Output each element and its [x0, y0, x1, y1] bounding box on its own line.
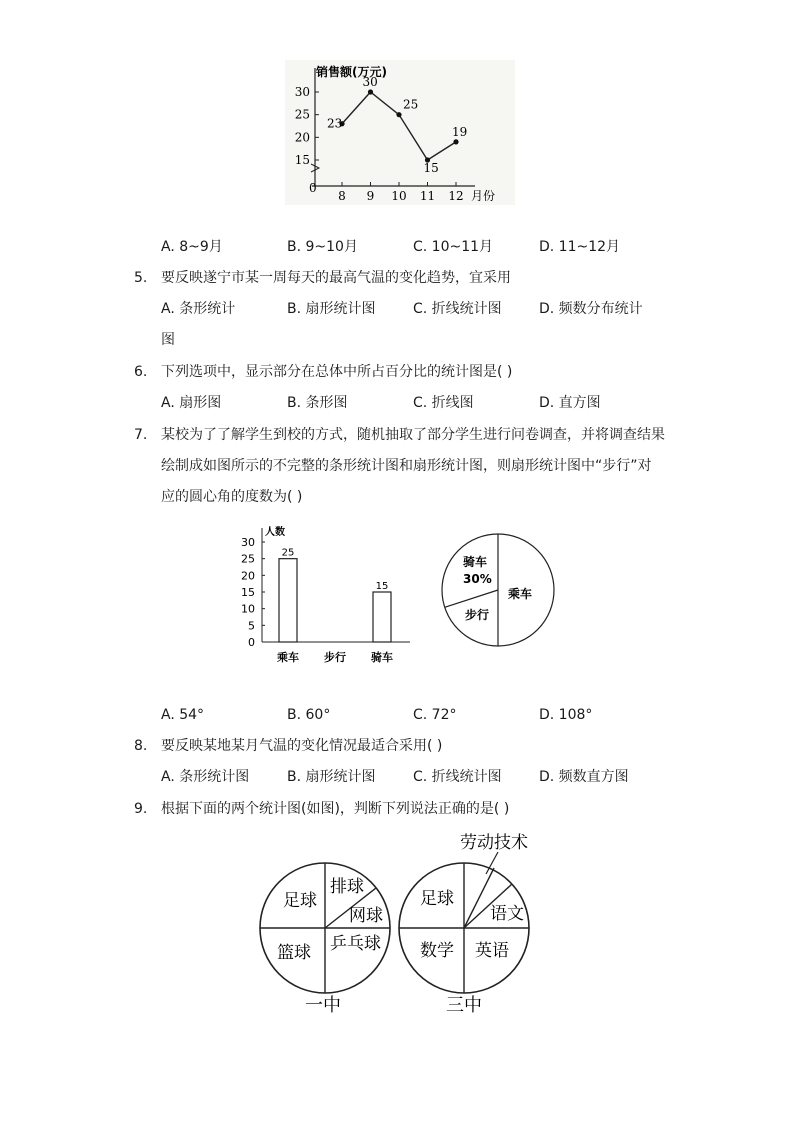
sales-data-label: 30	[362, 75, 378, 89]
q4-option-b[interactable]: B. 9~10月	[287, 239, 358, 255]
q8-option-c[interactable]: C. 折线统计图	[413, 769, 502, 785]
pie2-label-english: 英语	[475, 941, 509, 961]
bar-y-tick-label: 15	[241, 586, 255, 599]
q5-option-c[interactable]: C. 折线统计图	[413, 301, 502, 317]
q6-number: 6.	[134, 364, 148, 380]
school-subject-pies	[250, 828, 550, 1023]
q4-option-d[interactable]: D. 11~12月	[539, 239, 621, 255]
sales-data-label: 25	[403, 97, 419, 112]
sales-data-point	[396, 112, 401, 117]
bar-value-label: 25	[281, 547, 295, 559]
sales-data-label: 23	[327, 116, 343, 131]
pie2-caption: 三中	[446, 995, 482, 1016]
q8-option-a[interactable]: A. 条形统计图	[161, 769, 250, 785]
bar-mark	[279, 559, 297, 642]
pie2-label-football: 足球	[420, 889, 454, 909]
x-tick-label: 8	[338, 189, 346, 203]
q4-option-a[interactable]: A. 8~9月	[161, 239, 223, 255]
x-tick-label: 10	[391, 189, 407, 203]
q7-option-c[interactable]: C. 72°	[413, 707, 457, 723]
x-axis-title: 月份	[471, 189, 496, 203]
x-tick-label: 12	[448, 189, 464, 203]
bar-y-tick-label: 25	[241, 552, 255, 566]
pie2-callout-label: 劳动技术	[460, 833, 528, 853]
bar-y-tick-label: 20	[241, 569, 255, 583]
bar-category-label: 骑车	[371, 651, 393, 664]
transport-bar-chart	[232, 522, 417, 672]
bar-value-label: 15	[375, 581, 389, 592]
q8-number: 8.	[134, 738, 148, 754]
q6-option-b[interactable]: B. 条形图	[287, 395, 348, 411]
pie1-label-volleyball: 排球	[330, 877, 364, 897]
x-tick-label: 11	[419, 189, 436, 203]
q7-stem-line-3: 应的圆心角的度数为( )	[161, 489, 303, 505]
y-axis-title: 销售额(万元)	[316, 65, 387, 79]
sales-data-label: 15	[423, 161, 439, 175]
pie-label-riding: 骑车	[463, 555, 488, 569]
q4-option-c[interactable]: C. 10~11月	[413, 239, 494, 255]
q7-option-b[interactable]: B. 60°	[287, 707, 331, 723]
q9-stem: 根据下面的两个统计图(如图)，判断下列说法正确的是( )	[161, 801, 510, 817]
q5-option-d[interactable]: D. 频数分布统计	[539, 301, 643, 317]
pie-school-1	[260, 863, 390, 1016]
pie2-label-chinese: 语文	[490, 904, 524, 924]
sales-line-chart	[285, 60, 515, 205]
bar-y-tick-label: 30	[241, 536, 255, 549]
y-tick-label: 30	[294, 85, 310, 99]
q9-number: 9.	[134, 801, 148, 817]
pie-school-3	[399, 833, 529, 1016]
bar-category-label: 乘车	[277, 651, 299, 664]
q6-option-c[interactable]: C. 折线图	[413, 395, 474, 411]
bar-y-tick-label: 0	[248, 636, 255, 649]
pie2-label-math: 数学	[420, 941, 454, 961]
x-tick-label: 9	[366, 189, 375, 203]
q6-option-d[interactable]: D. 直方图	[539, 395, 601, 411]
y-tick-label: 20	[294, 130, 310, 145]
sales-data-point	[453, 139, 458, 144]
bar-y-tick-label: 10	[241, 602, 255, 616]
q7-number: 7.	[134, 427, 148, 443]
bar-y-axis-title: 人数	[265, 527, 285, 538]
q5-number: 5.	[134, 270, 148, 286]
pie1-label-basketball: 篮球	[277, 943, 311, 963]
y-tick-label: 25	[294, 107, 310, 122]
pie1-label-football: 足球	[283, 891, 317, 911]
pie-label-bus: 乘车	[508, 587, 533, 601]
q8-option-d[interactable]: D. 频数直方图	[539, 769, 629, 785]
bar-mark	[373, 592, 391, 642]
q8-stem: 要反映某地某月气温的变化情况最适合采用( )	[161, 738, 443, 754]
q6-option-a[interactable]: A. 扇形图	[161, 395, 222, 411]
pie-percent-riding: 30%	[463, 572, 492, 586]
q7-option-d[interactable]: D. 108°	[539, 707, 593, 723]
pie-label-walking: 步行	[465, 608, 490, 622]
q5-option-b[interactable]: B. 扇形统计图	[287, 301, 376, 317]
transport-pie-chart	[438, 530, 558, 650]
q5-stem: 要反映遂宁市某一周每天的最高气温的变化趋势，宜采用	[161, 270, 511, 286]
sales-data-point	[368, 89, 373, 94]
q7-stem-line-1: 某校为了了解学生到校的方式，随机抽取了部分学生进行问卷调查，并将调查结果	[161, 427, 665, 443]
pie1-label-tennis: 网球	[349, 906, 383, 926]
q5-option-wrap: 图	[161, 332, 175, 348]
y-tick-label: 15	[294, 153, 310, 167]
sales-data-label: 19	[452, 124, 468, 139]
bar-y-tick-label: 5	[248, 619, 255, 633]
q6-stem: 下列选项中，显示部分在总体中所占百分比的统计图是( )	[161, 364, 513, 380]
origin-label: 0	[309, 181, 317, 195]
pie1-caption: 一中	[305, 995, 341, 1016]
bar-category-label: 步行	[324, 651, 346, 664]
q7-option-a[interactable]: A. 54°	[161, 707, 205, 723]
q8-option-b[interactable]: B. 扇形统计图	[287, 769, 376, 785]
q7-stem-line-2: 绘制成如图所示的不完整的条形统计图和扇形统计图，则扇形统计图中“步行”对	[161, 458, 652, 474]
pie1-label-pingpong: 乒乓球	[330, 934, 381, 954]
q5-option-a[interactable]: A. 条形统计	[161, 301, 236, 317]
